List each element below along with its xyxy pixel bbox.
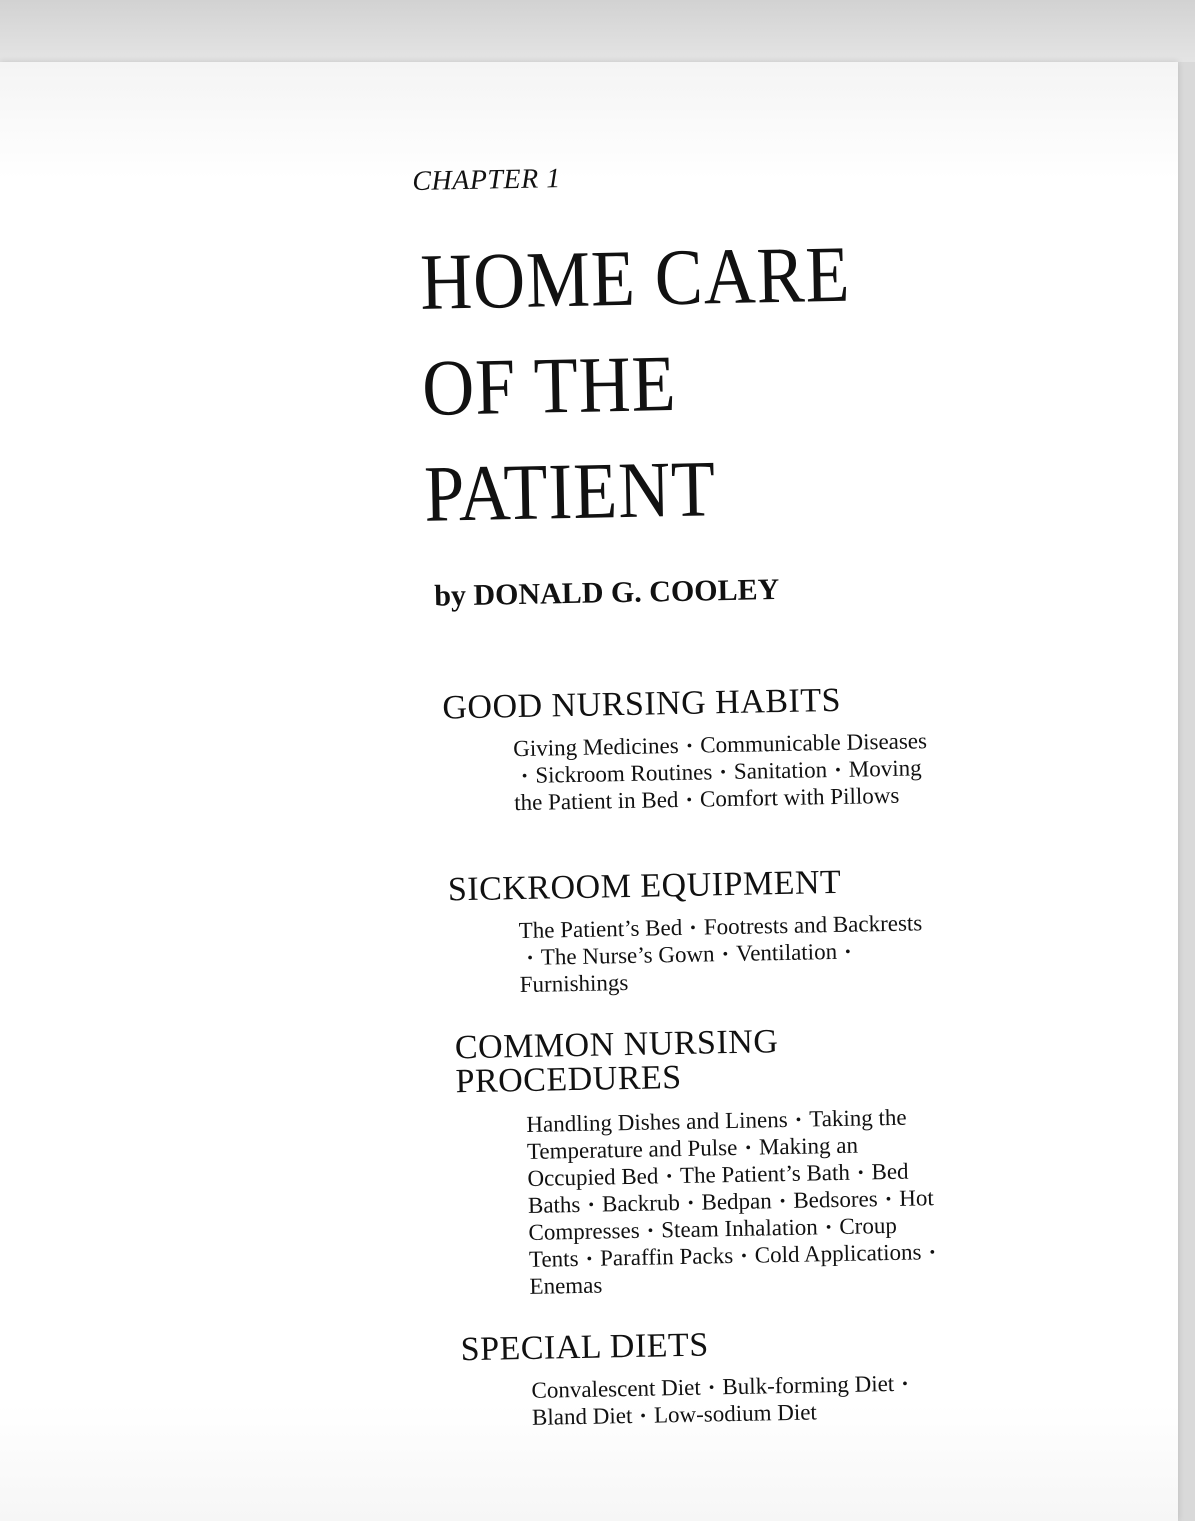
section-topic-list (526, 1104, 950, 1300)
topic-item: Bedsores (793, 1186, 878, 1213)
bullet-separator: • (745, 1139, 752, 1157)
topic-item: The Patient’s Bath (679, 1159, 851, 1189)
topic-item: Enemas (529, 1272, 603, 1299)
section-heading-line: PROCEDURES (455, 1058, 682, 1101)
section-topic-list (513, 728, 934, 817)
bullet-separator: • (527, 949, 534, 967)
bullet-separator: • (741, 1247, 747, 1265)
topic-item: Convalescent Diet (531, 1374, 701, 1403)
topic-item: Moving the Patient in Bed (513, 755, 922, 816)
section-sickroom-equipment (448, 863, 970, 999)
bullet-separator: • (686, 737, 693, 755)
bullet-separator: • (686, 791, 693, 809)
topic-item: Low-sodium Diet (653, 1399, 818, 1428)
topic-item: Making an Occupied Bed (527, 1132, 859, 1191)
bullet-separator: • (521, 767, 528, 785)
topic-item: Croup Tents (528, 1212, 898, 1272)
section-heading (455, 1021, 976, 1099)
book-page (0, 62, 1178, 1521)
topic-item: Furnishings (519, 969, 629, 998)
topic-item: Bedpan (701, 1188, 772, 1215)
bullet-separator: • (902, 1375, 908, 1393)
bullet-separator: • (640, 1407, 647, 1425)
bullet-separator: • (857, 1164, 864, 1182)
title-line: HOME CARE (419, 230, 852, 327)
section-common-nursing-procedures (455, 1021, 980, 1301)
bullet-separator: • (588, 1196, 595, 1214)
topic-item: Cold Applications (754, 1239, 922, 1268)
bullet-separator: • (647, 1222, 654, 1240)
topic-item: Giving Medicines (512, 732, 679, 762)
bullet-separator: • (929, 1244, 936, 1262)
topic-item: Backrub (601, 1190, 681, 1217)
topic-item: The Patient’s Bed (518, 914, 683, 944)
topic-item: The Nurse’s Gown (540, 941, 715, 970)
section-special-diets (460, 1323, 982, 1433)
section-heading: SICKROOM EQUIPMENT (447, 863, 842, 909)
topic-item: Handling Dishes and Linens (526, 1106, 788, 1137)
bullet-separator: • (779, 1193, 786, 1211)
bullet-separator: • (844, 943, 851, 961)
bullet-separator: • (795, 1111, 802, 1129)
topic-item: Bulk-forming Diet (722, 1370, 895, 1400)
bullet-separator: • (708, 1379, 715, 1397)
bullet-separator: • (720, 764, 727, 782)
background-surface (0, 0, 1195, 62)
section-heading: SPECIAL DIETS (460, 1326, 710, 1369)
chapter-label: CHAPTER 1 (411, 163, 561, 197)
topic-item: Paraffin Packs (599, 1243, 734, 1271)
topic-item: Bed Baths (527, 1158, 909, 1218)
topic-item: Comfort with Pillows (699, 782, 900, 812)
bullet-separator: • (825, 1219, 832, 1237)
title-line: OF THE (421, 339, 678, 433)
section-topic-list (518, 910, 939, 998)
topic-item: Sanitation (733, 757, 828, 784)
topic-item: Hot Compresses (528, 1185, 934, 1245)
section-heading: GOOD NURSING HABITS (442, 681, 842, 727)
bullet-separator: • (586, 1250, 593, 1268)
section-topic-list (531, 1370, 952, 1432)
topic-item: Footrests and Backrests (703, 910, 923, 940)
topic-item: Bland Diet (531, 1402, 633, 1430)
bullet-separator: • (687, 1194, 694, 1212)
topic-item: Ventilation (735, 938, 838, 966)
section-good-nursing-habits (442, 682, 964, 819)
topic-item: Communicable Diseases (699, 728, 928, 758)
title-line: PATIENT (423, 445, 717, 539)
bullet-separator: • (666, 1168, 673, 1186)
topic-item: Taking the Temperature and Pulse (526, 1104, 907, 1164)
bullet-separator: • (885, 1190, 892, 1209)
author-byline: by DONALD G. COOLEY (433, 573, 780, 613)
bullet-separator: • (690, 919, 696, 937)
bullet-separator: • (722, 946, 729, 964)
topic-item: Sickroom Routines (535, 759, 713, 788)
bullet-separator: • (835, 761, 841, 779)
section-heading-line: COMMON NURSING (454, 1023, 779, 1067)
topic-item: Steam Inhalation (661, 1214, 818, 1243)
chapter-title (419, 222, 855, 548)
